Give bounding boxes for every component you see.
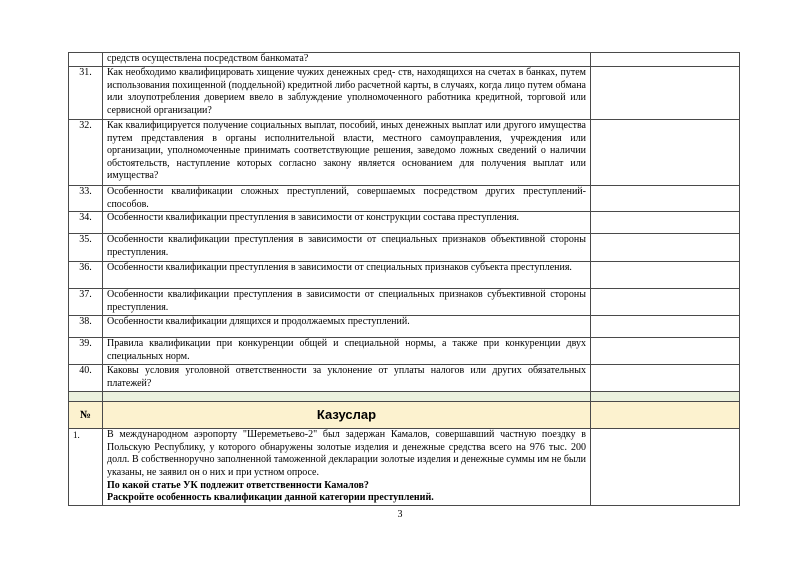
spacer-cell	[591, 392, 740, 402]
case-number: 1.	[69, 429, 103, 506]
question-text: Каковы условия уголовной ответственности за уклонение от уплаты налогов или других обязательных платежей?	[103, 365, 591, 392]
table-row	[69, 212, 740, 234]
table-row	[69, 316, 740, 338]
answer-cell	[591, 53, 740, 67]
case-text	[103, 429, 591, 506]
table-row	[69, 67, 740, 120]
answer-cell	[591, 365, 740, 392]
row-number	[69, 53, 103, 67]
page-number: 3	[397, 509, 403, 520]
table-row	[69, 186, 740, 212]
row-number: 38.	[69, 316, 103, 338]
row-number: 32.	[69, 120, 103, 186]
row-number: 35.	[69, 234, 103, 262]
answer-cell	[591, 67, 740, 120]
question-text: Особенности квалификации длящихся и продолжаемых преступлений.	[103, 316, 591, 338]
question-text: Особенности квалификации преступления в зависимости от конструкции состава преступления.	[103, 212, 591, 234]
answer-cell	[591, 234, 740, 262]
row-number: 34.	[69, 212, 103, 234]
table-row	[69, 234, 740, 262]
questions-table	[68, 52, 740, 506]
question-text: Особенности квалификации преступления в зависимости от специальных признаков субъекта преступления.	[103, 262, 591, 289]
table-row	[69, 262, 740, 289]
question-text: Как необходимо квалифицировать хищение чужих денежных сред- ств, находящихся на счетах в банках, путем использования похищенной (поддельной) кредитной либо расчетной карты, в случаях, когда лицо путем обмана или злоупотребления доверием ввело в заблуждение уполномоченного работника кредитной, торговой или сервисной организации?	[103, 67, 591, 120]
row-number: 37.	[69, 289, 103, 316]
answer-cell	[591, 212, 740, 234]
answer-cell	[591, 429, 740, 506]
header-blank-cell	[591, 402, 740, 429]
case-question-2: Раскройте особенность квалификации данной категории преступлений.	[107, 492, 434, 504]
case-header-row	[69, 402, 740, 429]
answer-cell	[591, 120, 740, 186]
answer-cell	[591, 262, 740, 289]
answer-cell	[591, 338, 740, 365]
question-text: средств осуществлена посредством банкомата?	[103, 53, 591, 67]
row-number: 39.	[69, 338, 103, 365]
question-text: Как квалифицируется получение социальных выплат, пособий, иных денежных выплат или другого имущества путем представления в органы исполнительной власти, местного самоуправления, учреждения или организации, уполномоченные принимать соответствующие решения, заведомо ложных сведений о наличии обстоятельств, наступление которых согласно закону является основанием для получения выплат или имущества?	[103, 120, 591, 186]
table-row	[69, 289, 740, 316]
section-title: Казуслар	[103, 402, 591, 429]
question-text: Особенности квалификации преступления в зависимости от специальных признаков субъективной стороны преступления.	[103, 289, 591, 316]
number-column-header: №	[69, 402, 103, 429]
question-text: Особенности квалификации сложных преступлений, совершаемых посредством других преступлений-способов.	[103, 186, 591, 212]
table-row	[69, 338, 740, 365]
spacer-cell	[69, 392, 103, 402]
question-text: Особенности квалификации преступления в зависимости от специальных признаков объективной стороны преступления.	[103, 234, 591, 262]
case-description: В международном аэропорту "Шереметьево-2" был задержан Камалов, совершавший частную поездку в Польскую Республику, у которого обнаружены золотые изделия и денежные средства всего на 976 тыс. 200 долл. В собственноручно заполненной таможенной декларации золотые изделия и денежные суммы им не были указаны, не заявил он о них и при устном опросе.	[107, 429, 586, 478]
answer-cell	[591, 289, 740, 316]
spacer-cell	[103, 392, 591, 402]
answer-cell	[591, 316, 740, 338]
table-row	[69, 53, 740, 67]
row-number: 36.	[69, 262, 103, 289]
row-number: 31.	[69, 67, 103, 120]
row-number: 40.	[69, 365, 103, 392]
table-row	[69, 365, 740, 392]
case-question-1: По какой статье УК подлежит ответственности Камалов?	[107, 479, 369, 491]
table-row	[69, 120, 740, 186]
case-row	[69, 429, 740, 506]
row-number: 33.	[69, 186, 103, 212]
question-text: Правила квалификации при конкуренции общей и специальной нормы, а также при конкуренции двух специальных норм.	[103, 338, 591, 365]
answer-cell	[591, 186, 740, 212]
spacer-row	[69, 392, 740, 402]
